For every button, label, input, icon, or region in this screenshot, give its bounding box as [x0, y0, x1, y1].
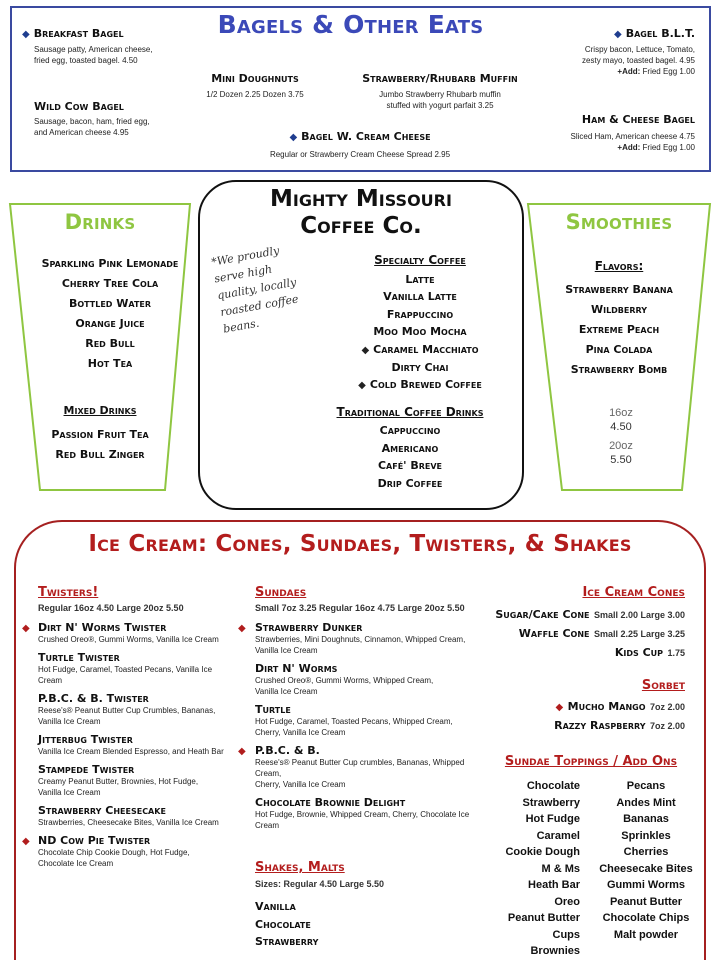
topping-item: Oreo — [554, 895, 580, 908]
sorbet-list — [500, 698, 685, 734]
size-price: 4.50 — [610, 421, 632, 433]
add-value: Fried Egg 1.00 — [642, 143, 695, 152]
drink-item: Orange Juice — [75, 317, 145, 330]
sundae-item: ◆ P.B.C. & B. Reese's® Peanut Butter Cup crumbles, Bananas, Whipped Cream, Cherry, Vanilla Ice Cream — [238, 744, 465, 789]
shakes-sizes: Sizes: Regular 4.50 Large 5.50 — [255, 879, 385, 889]
diamond-icon: ◆ — [358, 380, 366, 392]
coffee-title-line: Mighty Missouri — [270, 186, 452, 212]
topping-item: Brownies — [530, 945, 580, 957]
flavor-item: Wildberry — [590, 303, 648, 316]
drink-item: Red Bull — [85, 337, 135, 350]
sorbet-item: Razzy Raspberry 7oz 2.00 — [554, 718, 685, 732]
topping-item: Heath Bar — [528, 879, 580, 891]
flavor-item: Strawberry Bomb — [570, 363, 668, 376]
sorbet-item: ◆ Mucho Mango 7oz 2.00 — [555, 700, 685, 713]
size-price: 5.50 — [610, 454, 632, 466]
sundae-item: Chocolate Brownie Delight Hot Fudge, Brownie, Whipped Cream, Cherry, Chocolate Ice Cream — [255, 796, 470, 830]
item-desc: stuffed with yogurt parfait 3.25 — [386, 101, 494, 110]
item-desc: fried egg, toasted bagel. 4.50 — [34, 56, 138, 65]
size-label: 16oz — [609, 407, 633, 419]
drinks-list — [10, 254, 210, 374]
drink-item: Passion Fruit Tea — [51, 428, 149, 441]
cones-column — [480, 585, 685, 662]
drink-item: Cherry Tree Cola — [61, 277, 159, 290]
specialty-title: Specialty Coffee — [374, 253, 466, 267]
diamond-icon: ◆ — [361, 344, 370, 356]
coffee-item: Vanilla Latte — [383, 290, 457, 304]
ham-cheese-bagel — [505, 113, 695, 153]
cone-item: Kids Cup 1.75 — [614, 646, 685, 659]
twister-item: Turtle Twister Hot Fudge, Caramel, Toasted Pecans, Vanilla Ice Cream — [38, 651, 213, 685]
coffee-item: Latte — [405, 273, 435, 286]
twister-item: ◆ Dirt N' Worms Twister Crushed Oreo®, Gummi Worms, Vanilla Ice Cream — [22, 621, 219, 644]
topping-item: Gummi Worms — [606, 879, 686, 891]
item-desc: Sliced Ham, American cheese 4.75 — [570, 132, 695, 141]
coffee-item: ◆ Cold Brewed Coffee — [358, 378, 482, 392]
add-value: Fried Egg 1.00 — [642, 67, 695, 76]
item-name: Mini Doughnuts — [211, 72, 299, 85]
drink-item: Bottled Water — [68, 297, 152, 310]
topping-item: Caramel — [536, 829, 580, 842]
twisters-title: Twisters! — [38, 585, 99, 600]
item-desc: 1/2 Dozen 2.25 Dozen 3.75 — [206, 90, 304, 99]
flavor-item: Pina Colada — [585, 343, 653, 356]
sundae-item: ◆ Strawberry Dunker Strawberries, Mini Doughnuts, Cinnamon, Whipped Cream, Vanilla Ice Cream — [238, 621, 466, 655]
topping-item: Chocolate — [526, 780, 580, 792]
twisters-sizes: Regular 16oz 4.50 Large 20oz 5.50 — [38, 603, 184, 613]
item-name: Wild Cow Bagel — [34, 100, 124, 113]
diamond-icon: ◆ — [22, 29, 30, 40]
coffee-item: Dirty Chai — [391, 361, 449, 375]
coffee-item: Americano — [381, 441, 439, 455]
coffee-item: ◆ Caramel Macchiato — [361, 342, 479, 356]
topping-item: Peanut Butter — [609, 895, 683, 908]
sundaes-sizes: Small 7oz 3.25 Regular 16oz 4.75 Large 20oz 5.50 — [255, 603, 465, 613]
mini-doughnuts — [190, 72, 320, 100]
shake-item: Chocolate — [255, 917, 311, 931]
diamond-icon: ◆ — [614, 29, 622, 40]
coffee-title-line: Coffee Co. — [300, 213, 422, 239]
diamond-icon: ◆ — [238, 623, 246, 634]
topping-item: Hot Fudge — [525, 813, 580, 825]
topping-item: Sprinkles — [621, 829, 671, 842]
topping-item: M & Ms — [541, 862, 580, 875]
coffee-item: Drip Coffee — [377, 476, 443, 490]
add-label: +Add: — [617, 143, 641, 152]
coffee-item: Frappuccino — [386, 307, 454, 321]
add-label: +Add: — [617, 67, 641, 76]
specialty-coffee — [320, 253, 520, 395]
shakes-list — [255, 898, 475, 951]
diamond-icon: ◆ — [289, 132, 298, 143]
diamond-icon: ◆ — [555, 702, 564, 713]
bagel-cream-cheese — [250, 130, 470, 160]
smoothie-sizes — [580, 406, 662, 467]
topping-item: Strawberry — [522, 796, 580, 809]
item-desc: zesty mayo, toasted bagel. 4.95 — [582, 56, 695, 65]
shakes-title: Shakes, Malts — [255, 860, 345, 875]
item-name: Strawberry/Rhubarb Muffin — [362, 72, 518, 85]
traditional-coffee — [300, 405, 520, 492]
item-desc: and American cheese 4.95 — [34, 128, 129, 137]
coffee-item: Cappuccino — [379, 424, 441, 437]
diamond-icon: ◆ — [22, 836, 30, 847]
traditional-title: Traditional Coffee Drinks — [336, 405, 484, 419]
sundae-item: Dirt N' Worms Crushed Oreo®, Gummi Worms, Whipped Cream, Vanilla Ice Cream — [255, 662, 434, 696]
cones-list — [480, 605, 685, 662]
diamond-icon: ◆ — [238, 746, 246, 757]
coffee-title — [198, 186, 524, 240]
item-name: Bagel W. Cream Cheese — [301, 130, 431, 143]
topping-item: Chocolate Chips — [602, 912, 690, 924]
cone-item: Sugar/Cake Cone Small 2.00 Large 3.00 — [495, 608, 685, 621]
topping-item: Bananas — [623, 813, 669, 825]
drinks-title: Drinks — [64, 210, 136, 234]
item-name: Breakfast Bagel — [33, 27, 124, 40]
item-name: Bagel B.L.T. — [625, 27, 695, 40]
topping-item: Cherries — [623, 846, 669, 858]
item-desc: Jumbo Strawberry Rhubarb muffin — [379, 90, 501, 99]
twister-item: Stampede Twister Creamy Peanut Butter, Brownies, Hot Fudge, Vanilla Ice Cream — [38, 763, 199, 797]
bagels-title: Bagels & Other Eats — [217, 10, 484, 39]
coffee-item: Moo Moo Mocha — [373, 325, 467, 339]
size-label: 20oz — [609, 440, 633, 452]
twister-item: P.B.C. & B. Twister Reese's® Peanut Butter Cup Crumbles, Bananas, Vanilla Ice Cream — [38, 692, 216, 726]
flavor-item: Strawberry Banana — [565, 283, 673, 296]
sorbet-title: Sorbet — [641, 678, 685, 693]
mixed-drinks-title: Mixed Drinks — [63, 404, 137, 417]
flavors-title: Flavors: — [594, 259, 644, 273]
ice-cream-title: Ice Cream: Cones, Sundaes, Twisters, & Shakes — [88, 531, 632, 557]
item-desc: Sausage, bacon, ham, fried egg, — [34, 117, 150, 126]
topping-item: Pecans — [626, 780, 666, 792]
cones-title: Ice Cream Cones — [582, 585, 685, 600]
twisters-column — [22, 585, 237, 869]
cone-item: Waffle Cone Small 2.25 Large 3.25 — [518, 627, 685, 640]
flavors-list — [528, 280, 710, 380]
twister-item: ◆ ND Cow Pie Twister Chocolate Chip Cookie Dough, Hot Fudge, Chocolate Ice Cream — [22, 834, 190, 868]
wild-cow-bagel — [34, 100, 234, 138]
strawberry-rhubarb-muffin — [335, 72, 545, 111]
coffee-item: Café' Breve — [377, 459, 443, 472]
diamond-icon: ◆ — [22, 623, 30, 634]
flavor-item: Extreme Peach — [578, 323, 660, 336]
shake-item: Strawberry — [255, 935, 319, 948]
topping-item: Cookie Dough — [505, 846, 580, 858]
bagel-blt — [505, 27, 695, 77]
sundaes-column — [238, 585, 478, 831]
drink-item: Red Bull Zinger — [55, 448, 145, 461]
topping-item: Cheesecake Bites — [599, 862, 693, 875]
breakfast-bagel — [22, 27, 222, 66]
specialty-list — [320, 271, 520, 395]
toppings-right — [590, 778, 702, 943]
twister-item: Strawberry Cheesecake Strawberries, Cheesecake Bites, Vanilla Ice Cream — [38, 804, 219, 827]
item-name: Ham & Cheese Bagel — [581, 113, 695, 126]
topping-item: Malt powder — [613, 928, 679, 941]
sundae-item: Turtle Hot Fudge, Caramel, Toasted Pecans, Whipped Cream, Cherry, Vanilla Ice Cream — [255, 703, 453, 737]
toppings-left — [482, 778, 580, 960]
topping-item: Andes Mint — [616, 796, 676, 809]
sundaes-title: Sundaes — [255, 585, 307, 600]
mixed-drinks-list — [0, 425, 200, 465]
coffee-note: *We proudly serve high quality, locally roasted coffee beans. — [210, 244, 300, 336]
item-desc: Crispy bacon, Lettuce, Tomato, — [584, 45, 695, 54]
toppings-title: Sundae Toppings / Add Ons — [504, 754, 678, 769]
item-desc: Regular or Strawberry Cream Cheese Spread 2.95 — [269, 150, 451, 159]
sorbet-column — [500, 678, 685, 734]
drink-item: Hot Tea — [87, 357, 133, 370]
twister-item: Jitterbug Twister Vanilla Ice Cream Blended Espresso, and Heath Bar — [38, 733, 224, 756]
shakes-column — [255, 860, 475, 951]
shake-item: Vanilla — [255, 900, 296, 913]
item-desc: Sausage patty, American cheese, — [34, 45, 153, 54]
topping-item: Peanut Butter Cups — [507, 912, 580, 941]
smoothies-title: Smoothies — [565, 210, 673, 234]
traditional-list — [300, 422, 520, 492]
drink-item: Sparkling Pink Lemonade — [41, 257, 179, 270]
